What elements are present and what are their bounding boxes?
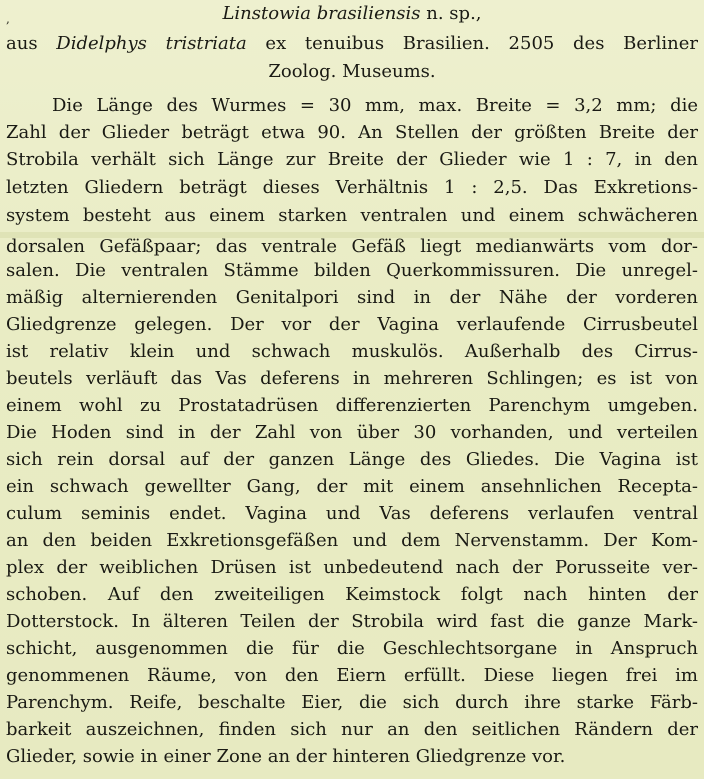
body-line: letzten Gliedern beträgt dieses Verhältnis 1 : 2,5. Das Exkretions- [6,177,698,198]
species-suffix: n. sp., [420,3,482,24]
body-line: Dotterstock. In älteren Teilen der Strobila wird fast die ganze Mark- [6,611,698,632]
body-line: dorsalen Gefäßpaar; das ventrale Gefäß liegt medianwärts vom dor- [6,236,698,257]
heading-museum: Zoolog. Museums. [268,61,436,82]
body-line: Gliedgrenze gelegen. Der vor der Vagina verlaufende Cirrusbeutel [6,314,698,335]
body-line: barkeit auszeichnen, finden sich nur an den seitlichen Rändern der [6,719,698,740]
host-rest: ex tenuibus Brasilien. 2505 des Berliner [246,33,698,54]
body-line: schoben. Auf den zweiteiligen Keimstock folgt nach hinten der [6,584,698,605]
body-line: an den beiden Exkretionsgefäßen und dem Nervenstamm. Der Kom- [6,530,698,551]
body-line: Die Länge des Wurmes = 30 mm, max. Breite = 3,2 mm; die [52,95,698,116]
body-line: salen. Die ventralen Stämme bilden Querkommissuren. Die unregel- [6,260,698,281]
body-line: Strobila verhält sich Länge zur Breite der Glieder wie 1 : 7, in den [6,149,698,170]
body-line: beutels verläuft das Vas deferens in mehreren Schlingen; es ist von [6,368,698,389]
body-line: mäßig alternierenden Genitalpori sind in der Nähe der vorderen [6,287,698,308]
body-line: ist relativ klein und schwach muskulös. Außerhalb des Cirrus- [6,341,698,362]
body-line: plex der weiblichen Drüsen ist unbedeutend nach der Porusseite ver- [6,557,698,578]
body-line: system besteht aus einem starken ventralen und einem schwächeren [6,205,698,226]
body-line: Parenchym. Reife, beschalte Eier, die sich durch ihre starke Färb- [6,692,698,713]
body-line: schicht, ausgenommen die für die Geschlechtsorgane in Anspruch [6,638,698,659]
body-line: Glieder, sowie in einer Zone an der hinteren Gliedgrenze vor. [6,746,566,767]
corner-mark: , [6,12,10,26]
body-line: culum seminis endet. Vagina und Vas deferens verlaufen ventral [6,503,698,524]
body-line: genommenen Räume, von den Eiern erfüllt. Diese liegen frei im [6,665,698,686]
body-line: sich rein dorsal auf der ganzen Länge des Gliedes. Die Vagina ist [6,449,698,470]
body-line: Zahl der Glieder beträgt etwa 90. An Stellen der größten Breite der [6,122,698,143]
heading-title [6,2,698,26]
body-line: ein schwach gewellter Gang, der mit einem ansehnlichen Recepta- [6,476,698,497]
body-line: Die Hoden sind in der Zahl von über 30 vorhanden, und verteilen [6,422,698,443]
species-name: Linstowia brasiliensis [222,3,421,24]
heading-host [6,32,698,56]
body-line: einem wohl zu Prostatadrüsen differenzierten Parenchym umgeben. [6,395,698,416]
host-name: Didelphys tristriata [56,33,247,54]
host-prefix: aus [6,33,57,54]
